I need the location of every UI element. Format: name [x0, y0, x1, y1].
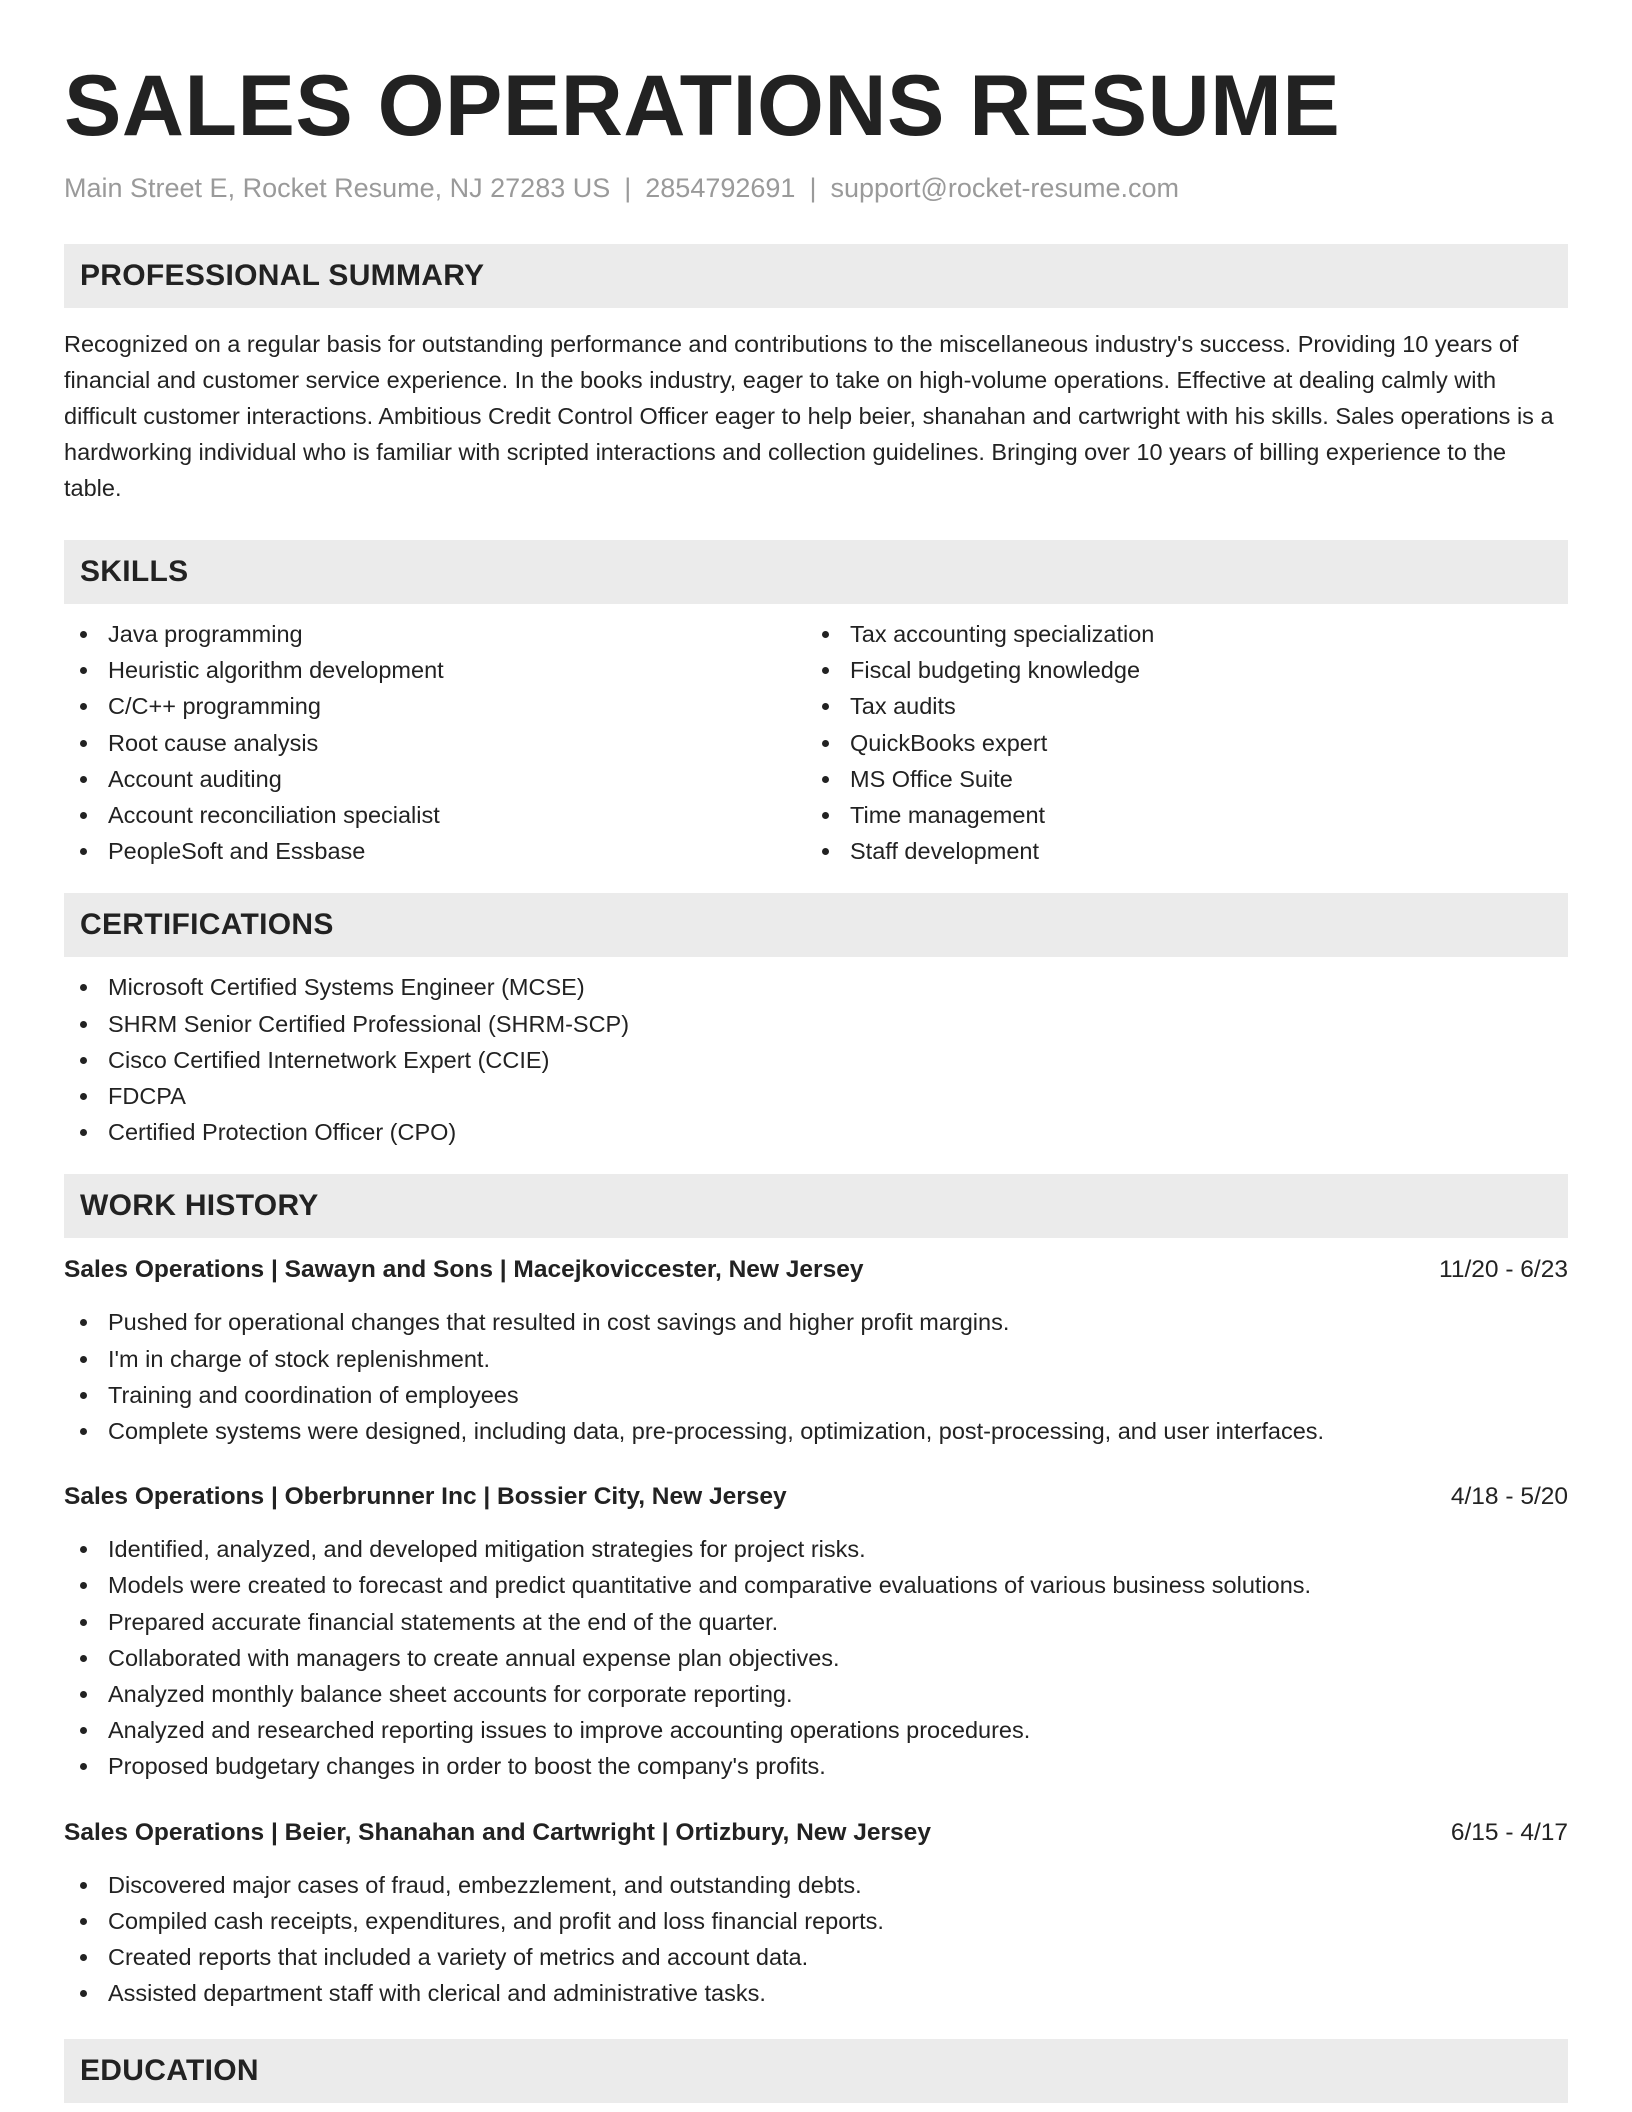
- resume-page: [64, 0, 1568, 2103]
- contact-separator: |: [624, 173, 632, 203]
- job-bullet: Complete systems were designed, including data, pre-processing, optimization, post-processing, and user interfaces.: [64, 1413, 1568, 1449]
- job-bullet: Analyzed and researched reporting issues to improve accounting operations procedures.: [64, 1712, 1568, 1748]
- job-bullet: Pushed for operational changes that resulted in cost savings and higher profit margins.: [64, 1304, 1568, 1340]
- contact-address: Main Street E, Rocket Resume, NJ 27283 US: [64, 173, 611, 203]
- job-bullets: [64, 1304, 1568, 1449]
- job-dates: 4/18 - 5/20: [1450, 1483, 1568, 1511]
- job-bullet: Discovered major cases of fraud, embezzlement, and outstanding debts.: [64, 1867, 1568, 1903]
- skill-item: QuickBooks expert: [806, 725, 1548, 761]
- skill-item: PeopleSoft and Essbase: [64, 833, 806, 869]
- skill-item: Fiscal budgeting knowledge: [806, 652, 1548, 688]
- job-title: Sales Operations | Sawayn and Sons | Macejkoviccester, New Jersey: [64, 1256, 864, 1284]
- job-header: [64, 1252, 1568, 1288]
- section-header-work-history: WORK HISTORY: [64, 1174, 1568, 1238]
- job-entry: [64, 1252, 1568, 1449]
- job-bullet: Identified, analyzed, and developed mitigation strategies for project risks.: [64, 1531, 1568, 1567]
- skill-item: Staff development: [806, 833, 1548, 869]
- job-bullets: [64, 1531, 1568, 1784]
- certification-item: SHRM Senior Certified Professional (SHRM-SCP): [64, 1006, 1568, 1042]
- skill-item: MS Office Suite: [806, 761, 1548, 797]
- job-bullet: Training and coordination of employees: [64, 1377, 1568, 1413]
- certifications-list: [64, 969, 1568, 1150]
- section-header-certifications: CERTIFICATIONS: [64, 893, 1568, 957]
- job-bullet: Assisted department staff with clerical and administrative tasks.: [64, 1975, 1568, 2011]
- job-entry: [64, 1815, 1568, 2012]
- job-bullet: Analyzed monthly balance sheet accounts for corporate reporting.: [64, 1676, 1568, 1712]
- contact-line: [64, 170, 1568, 206]
- skill-item: Account reconciliation specialist: [64, 797, 806, 833]
- skill-item: Root cause analysis: [64, 725, 806, 761]
- skills-column-left: [64, 616, 806, 869]
- job-dates: 11/20 - 6/23: [1439, 1256, 1568, 1284]
- job-bullet: Collaborated with managers to create annual expense plan objectives.: [64, 1640, 1568, 1676]
- skill-item: C/C++ programming: [64, 688, 806, 724]
- job-bullet: Created reports that included a variety of metrics and account data.: [64, 1939, 1568, 1975]
- resume-title: SALES OPERATIONS RESUME: [64, 58, 1341, 154]
- section-header-summary: PROFESSIONAL SUMMARY: [64, 244, 1568, 308]
- section-header-education: EDUCATION: [64, 2039, 1568, 2103]
- job-title: Sales Operations | Oberbrunner Inc | Bossier City, New Jersey: [64, 1483, 787, 1511]
- job-dates: 6/15 - 4/17: [1450, 1818, 1568, 1846]
- section-header-skills: SKILLS: [64, 540, 1568, 604]
- contact-phone: 2854792691: [645, 173, 796, 203]
- certification-item: Cisco Certified Internetwork Expert (CCIE): [64, 1042, 1568, 1078]
- contact-email: support@rocket-resume.com: [830, 173, 1179, 203]
- certification-item: Microsoft Certified Systems Engineer (MCSE): [64, 969, 1568, 1005]
- job-bullet: Prepared accurate financial statements at the end of the quarter.: [64, 1604, 1568, 1640]
- job-bullets: [64, 1867, 1568, 2012]
- skill-item: Heuristic algorithm development: [64, 652, 806, 688]
- skill-item: Account auditing: [64, 761, 806, 797]
- job-title: Sales Operations | Beier, Shanahan and Cartwright | Ortizbury, New Jersey: [64, 1818, 931, 1846]
- certification-item: Certified Protection Officer (CPO): [64, 1114, 1568, 1150]
- skill-item: Time management: [806, 797, 1548, 833]
- job-bullet: Proposed budgetary changes in order to boost the company's profits.: [64, 1748, 1568, 1784]
- skills-list: [64, 616, 1568, 869]
- skills-column-right: [806, 616, 1548, 869]
- job-header: [64, 1479, 1568, 1515]
- skill-item: Tax audits: [806, 688, 1548, 724]
- skill-item: Tax accounting specialization: [806, 616, 1548, 652]
- job-bullet: Models were created to forecast and predict quantitative and comparative evaluations of various business solutions.: [64, 1567, 1568, 1603]
- skill-item: Java programming: [64, 616, 806, 652]
- job-bullet: I'm in charge of stock replenishment.: [64, 1341, 1568, 1377]
- job-bullet: Compiled cash receipts, expenditures, and profit and loss financial reports.: [64, 1903, 1568, 1939]
- job-entry: [64, 1479, 1568, 1784]
- job-header: [64, 1815, 1568, 1851]
- summary-paragraph: Recognized on a regular basis for outstanding performance and contributions to the miscellaneous industry's success. Providing 10 years of financial and customer service experience. In the books industry, eager to take on high-volume operations. Effective at dealing calmly with difficult customer interactions. Ambitious Credit Control Officer eager to help beier, shanahan and cartwright with his skills. Sales operations is a hardworking individual who is familiar with scripted interactions and collection guidelines. Bringing over 10 years of billing experience to the table.: [64, 331, 1554, 501]
- certification-item: FDCPA: [64, 1078, 1568, 1114]
- contact-separator: |: [809, 173, 817, 203]
